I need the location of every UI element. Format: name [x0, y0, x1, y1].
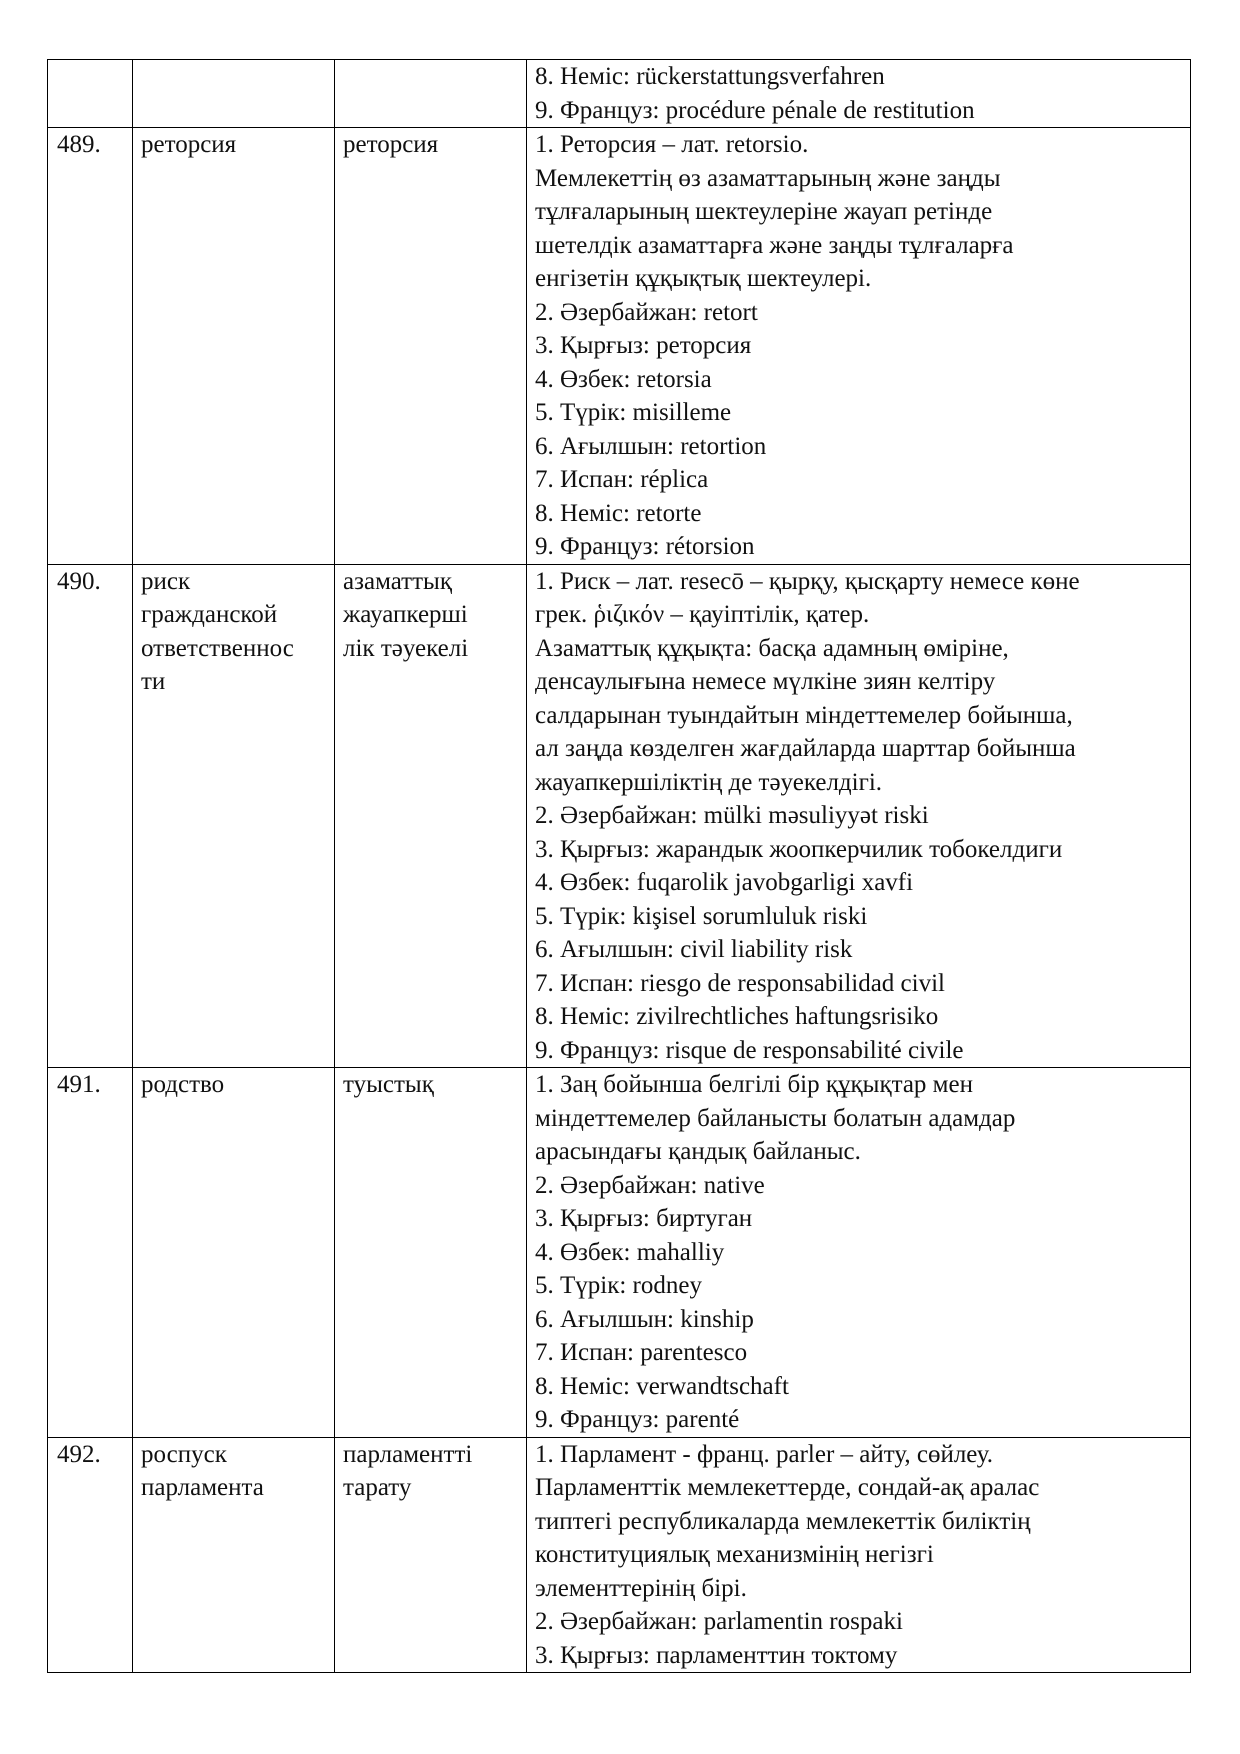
definition-line: енгізетін құқықтық шектеулері.	[535, 265, 872, 292]
entry-number	[48, 60, 133, 128]
table-row	[48, 1068, 1191, 1438]
definition-line: шетелдік азаматтарға және заңды тұлғаларға	[535, 231, 1014, 259]
definition-line: Парламенттік мемлекеттерде, сондай-ақ аралас	[535, 1474, 1040, 1501]
definition-line: 1. Заң бойынша белгілі бір құқықтар мен	[535, 1071, 973, 1098]
kazakh-term-line: лік тәуекелі	[343, 634, 469, 662]
definition-line: 9. Француз: risque de responsabilité civile	[535, 1036, 964, 1064]
definition-line: 5. Түрік: kişisel sorumluluk riski	[535, 902, 868, 930]
kazakh-term-line: парламентті	[343, 1440, 473, 1468]
definition-line: 3. Қырғыз: реторсия	[535, 332, 752, 359]
definition-line: 6. Ағылшын: retortion	[535, 432, 767, 460]
kazakh-term-line: туыстық	[343, 1071, 434, 1098]
russian-term	[133, 128, 335, 565]
definition-line: арасындағы қандық байланыс.	[535, 1138, 861, 1165]
definition-line: элементтерінің бірі.	[535, 1574, 747, 1602]
definition-line: конституциялық механизмінің негізгі	[535, 1541, 934, 1568]
definition-line: 8. Неміс: retorte	[535, 499, 702, 527]
definition-line: 8. Неміс: verwandtschaft	[535, 1372, 789, 1400]
russian-term-line: гражданской	[141, 601, 278, 628]
entry-number: 489.	[48, 128, 133, 565]
definition-line: тұлғаларының шектеулеріне жауап ретінде	[535, 198, 993, 225]
definition-line: 2. Әзербайжан: retort	[535, 298, 758, 326]
russian-term	[133, 564, 335, 1068]
definition-line: 3. Қырғыз: биртуган	[535, 1205, 753, 1232]
definition-line: міндеттемелер байланысты болатын адамдар	[535, 1104, 1016, 1132]
entry-number: 490.	[48, 564, 133, 1068]
kazakh-term	[335, 128, 527, 565]
russian-term-line: ответственнос	[141, 634, 294, 662]
definition-and-translations	[527, 1068, 1191, 1438]
russian-term	[133, 60, 335, 128]
russian-term-line: ти	[141, 668, 166, 695]
entry-number: 492.	[48, 1437, 133, 1673]
definition-and-translations	[527, 564, 1191, 1068]
definition-line: 2. Әзербайжан: native	[535, 1171, 765, 1199]
glossary-body	[48, 60, 1191, 1673]
definition-line: 6. Ағылшын: kinship	[535, 1305, 754, 1333]
definition-line: 1. Парламент - франц. parler – айту, сөйлеу.	[535, 1440, 994, 1468]
definition-line: 7. Испан: parentesco	[535, 1339, 748, 1366]
definition-line: 8. Неміс: zivilrechtliches haftungsrisiko	[535, 1003, 939, 1030]
definition-line: 3. Қырғыз: жарандык жоопкерчилик тобокелдиги	[535, 835, 1063, 863]
definition-line: 3. Қырғыз: парламенттин токтому	[535, 1641, 898, 1669]
glossary-table	[47, 59, 1191, 1673]
table-row	[48, 60, 1191, 128]
definition-line: 4. Өзбек: retorsia	[535, 365, 712, 393]
definition-line: 4. Өзбек: mahalliy	[535, 1238, 725, 1266]
definition-line: Мемлекеттің өз азаматтарының және заңды	[535, 164, 1001, 192]
russian-term-line: роспуск	[141, 1440, 227, 1468]
definition-and-translations	[527, 128, 1191, 565]
kazakh-term-line: жауапкерші	[343, 601, 468, 628]
definition-line: 9. Француз: parenté	[535, 1406, 740, 1433]
table-row	[48, 1437, 1191, 1673]
kazakh-term-line: азаматтық	[343, 567, 452, 595]
definition-line: 5. Түрік: misilleme	[535, 399, 732, 426]
russian-term-line: риск	[141, 567, 191, 595]
kazakh-term	[335, 1068, 527, 1438]
definition-and-translations	[527, 1437, 1191, 1673]
russian-term-line: родство	[141, 1071, 225, 1098]
definition-line: 8. Неміс: rückerstattungsverfahren	[535, 63, 885, 90]
definition-line: салдарынан туындайтын міндеттемелер бойынша,	[535, 701, 1073, 729]
entry-number: 491.	[48, 1068, 133, 1438]
definition-line: 1. Реторсия – лат. retorsio.	[535, 131, 809, 158]
kazakh-term	[335, 1437, 527, 1673]
kazakh-term-line: тарату	[343, 1474, 412, 1501]
definition-line: 4. Өзбек: fuqarolik javobgarligi xavfi	[535, 869, 914, 896]
kazakh-term	[335, 564, 527, 1068]
table-row	[48, 128, 1191, 565]
table-row	[48, 564, 1191, 1068]
definition-line: ал заңда көзделген жағдайларда шарттар бойынша	[535, 735, 1076, 762]
definition-line: грек. ῥιζικόν – қауіптілік, қатер.	[535, 601, 870, 628]
definition-line: 1. Риск – лат. resecō – қырқу, қысқарту немесе көне	[535, 567, 1080, 595]
definition-line: типтегі республикаларда мемлекеттік биліктің	[535, 1507, 1031, 1535]
russian-term-line: парламента	[141, 1474, 264, 1501]
russian-term	[133, 1068, 335, 1438]
definition-line: 6. Ағылшын: civil liability risk	[535, 936, 853, 963]
definition-line: 2. Әзербайжан: mülki məsuliyyət riski	[535, 802, 929, 829]
definition-line: 9. Француз: procédure pénale de restitution	[535, 96, 975, 124]
definition-line: 9. Француз: rétorsion	[535, 533, 755, 560]
definition-line: денсаулығына немесе мүлкіне зиян келтіру	[535, 668, 996, 695]
kazakh-term-line: реторсия	[343, 131, 439, 158]
kazakh-term	[335, 60, 527, 128]
definition-line: Азаматтық құқықта: басқа адамның өміріне,	[535, 634, 1009, 662]
russian-term	[133, 1437, 335, 1673]
definition-line: 7. Испан: réplica	[535, 466, 709, 493]
definition-and-translations	[527, 60, 1191, 128]
definition-line: 7. Испан: riesgo de responsabilidad civil	[535, 969, 945, 997]
definition-line: жауапкершіліктің де тәуекелдігі.	[535, 768, 883, 796]
russian-term-line: реторсия	[141, 131, 237, 158]
definition-line: 2. Әзербайжан: parlamentin rospaki	[535, 1608, 903, 1635]
definition-line: 5. Түрік: rodney	[535, 1272, 702, 1299]
